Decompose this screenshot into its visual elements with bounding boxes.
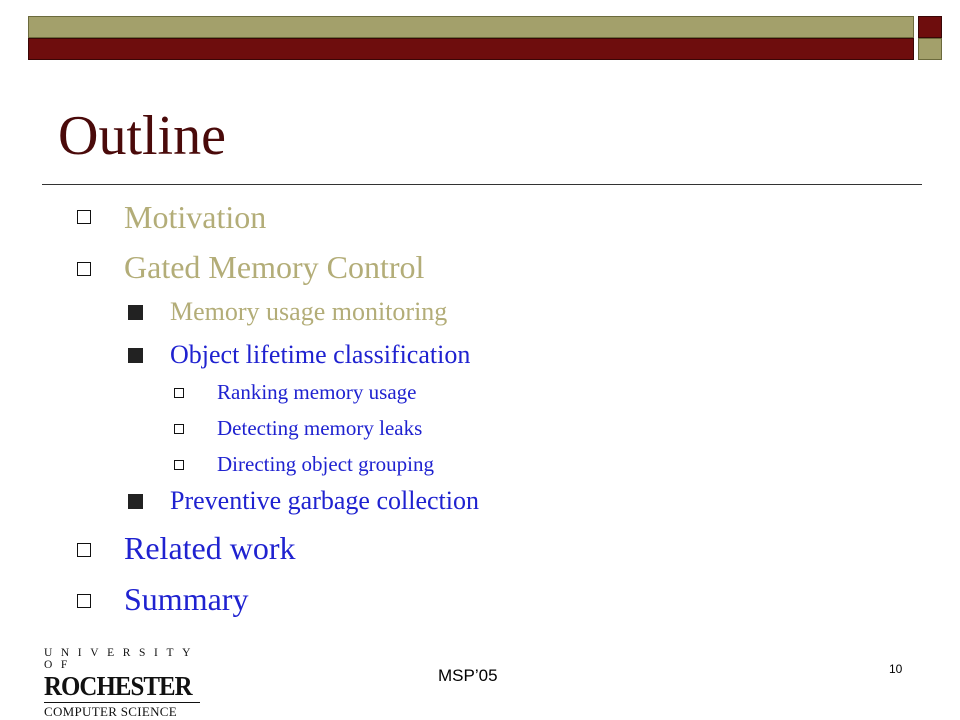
filled-square-bullet-icon xyxy=(128,348,143,363)
hollow-square-bullet-icon xyxy=(174,460,184,470)
bullet-text: Preventive garbage collection xyxy=(170,486,479,515)
hollow-square-bullet-icon xyxy=(77,594,91,608)
bullet-text: Directing object grouping xyxy=(217,452,434,476)
bullet-text: Motivation xyxy=(124,199,267,235)
bullet-text: Summary xyxy=(124,581,249,617)
bullet-text: Object lifetime classification xyxy=(170,340,471,369)
page-number: 10 xyxy=(889,662,903,676)
bullet-text: Memory usage monitoring xyxy=(170,297,448,326)
hollow-square-bullet-icon xyxy=(174,424,184,434)
logo-university-of: UNIVERSITY OF xyxy=(44,647,199,671)
hollow-square-bullet-icon xyxy=(77,543,91,557)
logo-computer-science: COMPUTER SCIENCE xyxy=(44,704,178,719)
top-bar-maroon xyxy=(28,38,914,60)
bullet-text: Related work xyxy=(124,530,296,566)
logo-rochester: ROCHESTER xyxy=(44,671,192,701)
filled-square-bullet-icon xyxy=(128,305,143,320)
hollow-square-bullet-icon xyxy=(77,210,91,224)
slide-title: Outline xyxy=(58,105,226,167)
university-logo xyxy=(44,648,204,718)
bullet-text: Gated Memory Control xyxy=(124,249,425,285)
filled-square-bullet-icon xyxy=(128,494,143,509)
top-bar-olive xyxy=(28,16,914,38)
hollow-square-bullet-icon xyxy=(174,388,184,398)
logo-divider xyxy=(44,702,200,703)
corner-square-maroon xyxy=(918,16,942,38)
hollow-square-bullet-icon xyxy=(77,262,91,276)
footer-conference: MSP’05 xyxy=(438,666,498,685)
corner-square-olive xyxy=(918,38,942,60)
bullet-text: Ranking memory usage xyxy=(217,380,417,404)
bullet-text: Detecting memory leaks xyxy=(217,416,423,440)
title-divider xyxy=(42,184,922,185)
